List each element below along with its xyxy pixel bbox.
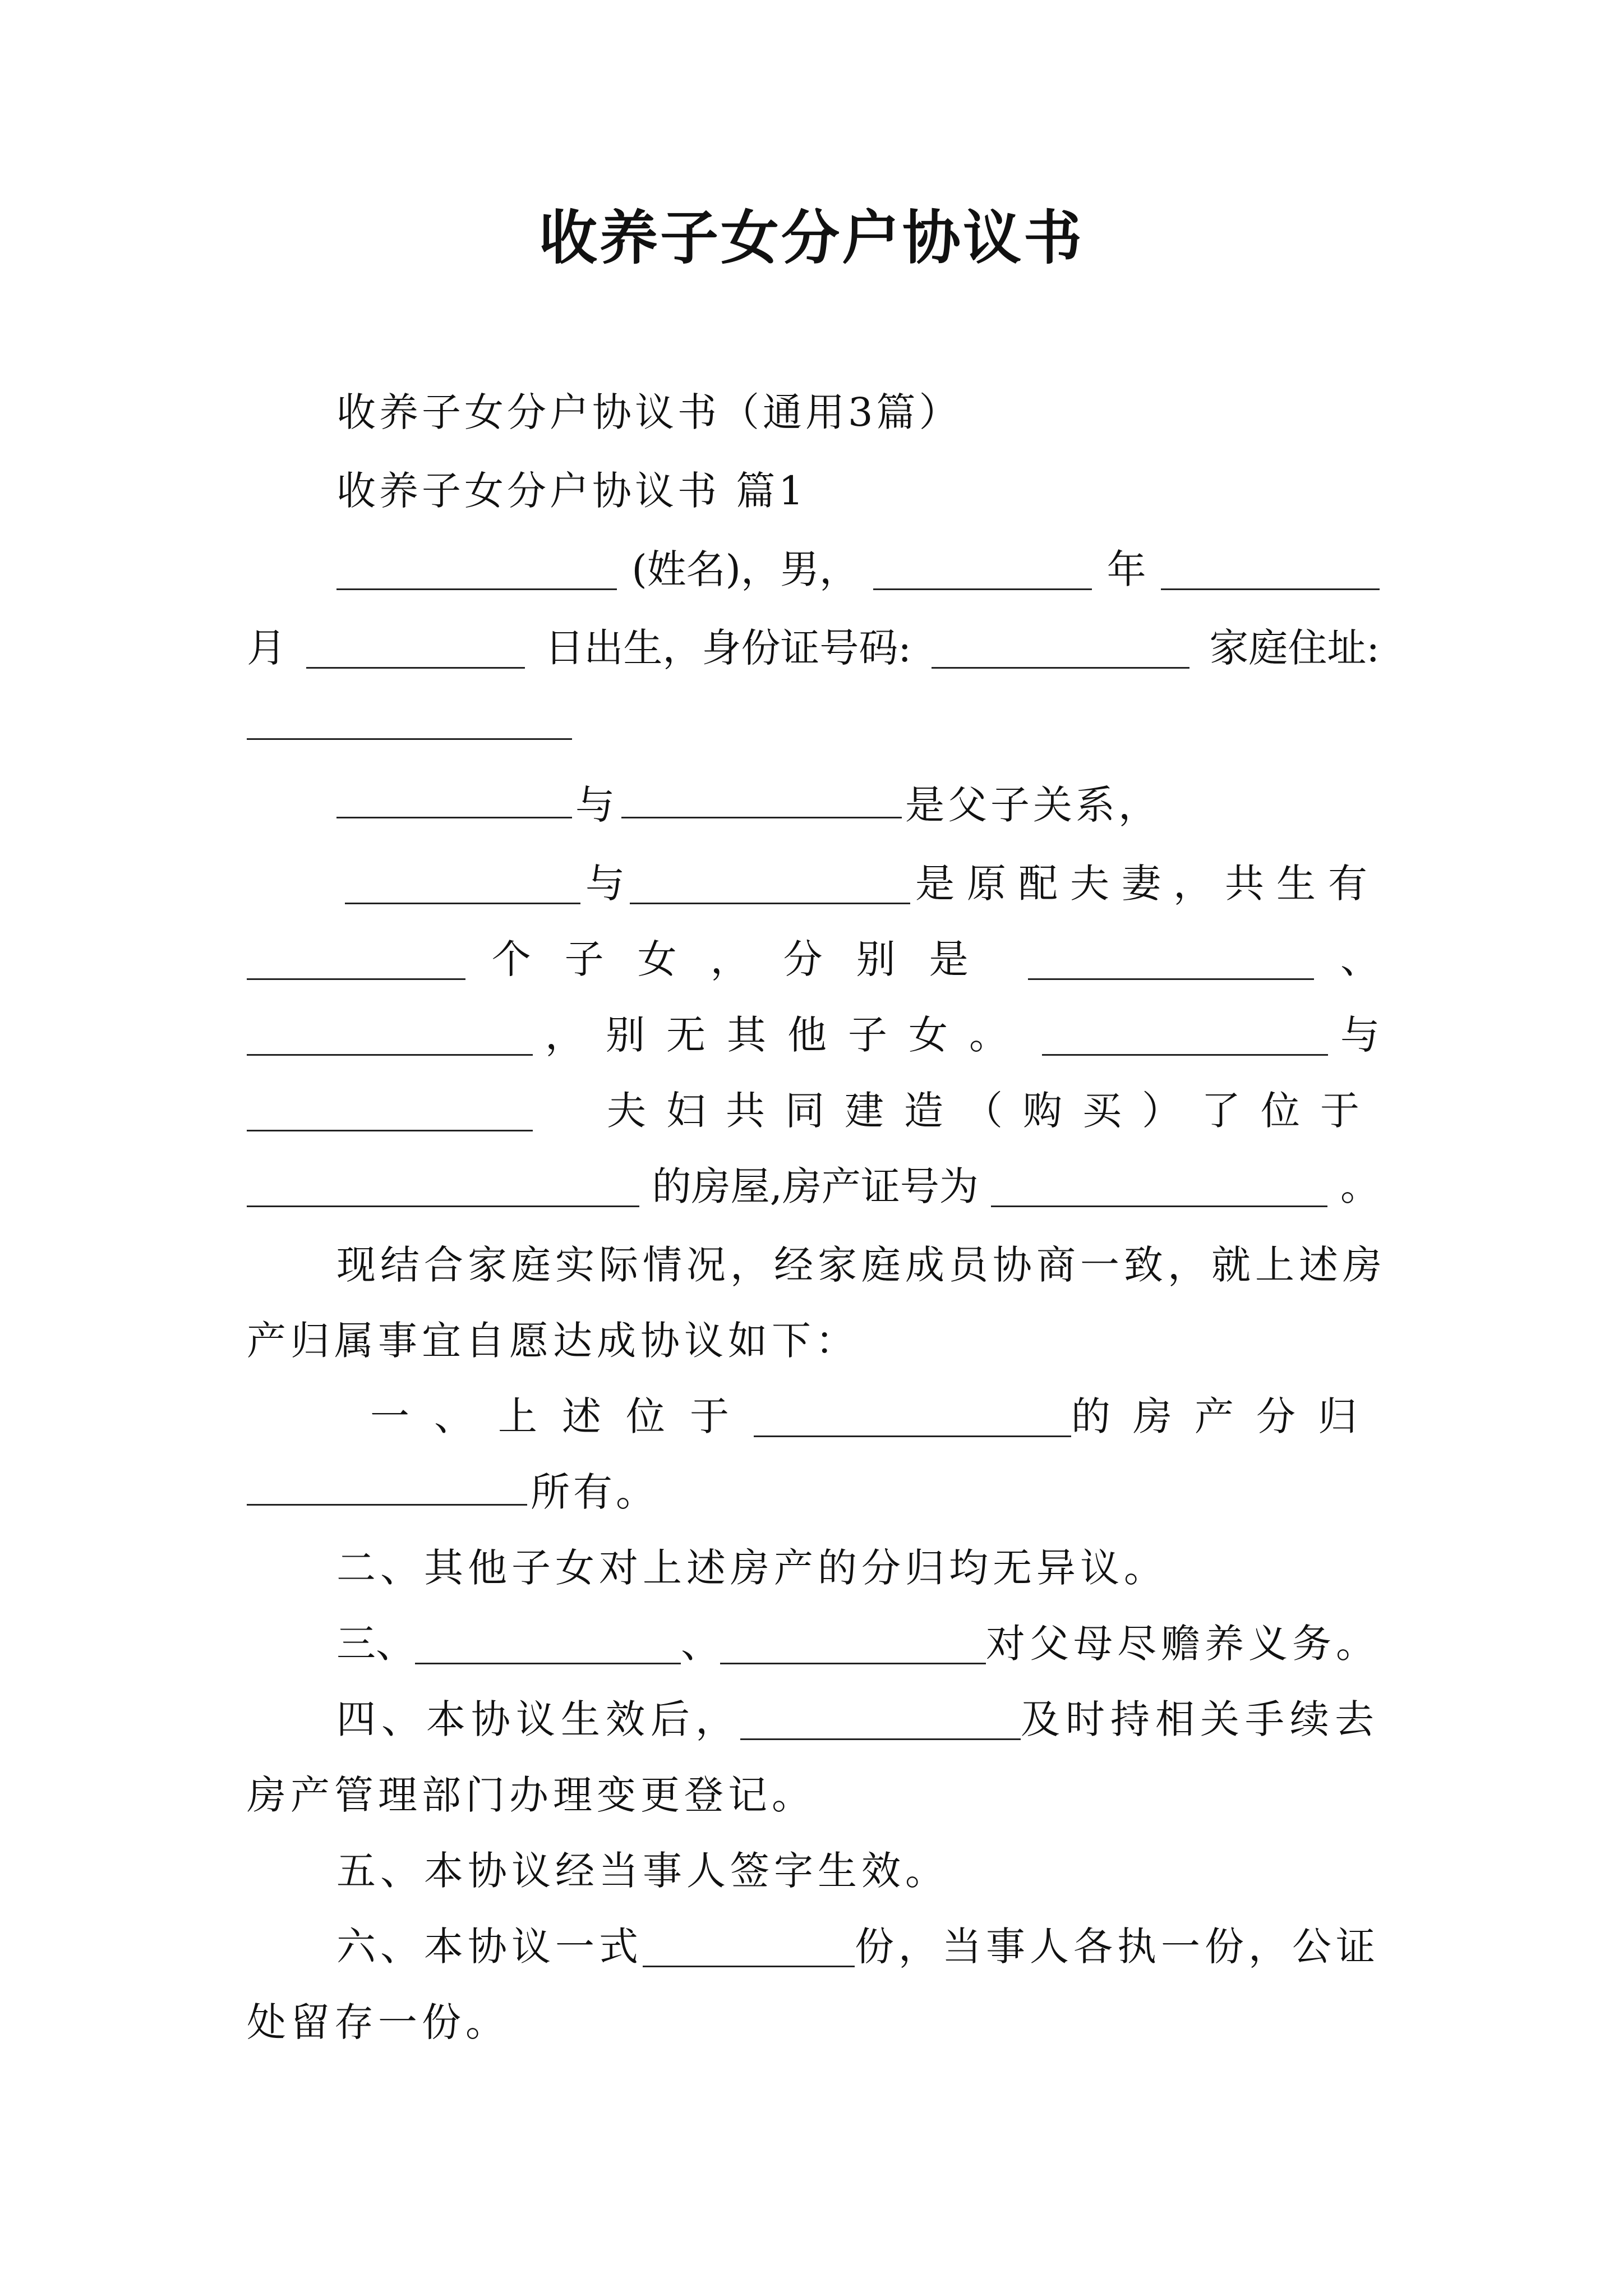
wife-name-blank[interactable] <box>630 863 910 904</box>
para1-line1: (姓名)，男， 年 <box>336 539 1380 600</box>
child-name-blank-2[interactable] <box>247 1015 533 1056</box>
address-blank[interactable] <box>247 699 572 740</box>
item-six-line1: 六、本协议一式 份，当事人各执一份，公证 <box>336 1924 1380 1970</box>
item-three: 三、 、 对父母尽赡养义务。 <box>336 1621 1380 1667</box>
para1-line3 <box>247 696 1380 757</box>
para2-line3: 个子女，分别是 、 <box>247 928 1380 990</box>
child-count-blank[interactable] <box>247 939 465 980</box>
para3-line1: 现结合家庭实际情况，经家庭成员协商一致，就上述房 <box>336 1242 1386 1288</box>
item-two: 二、其他子女对上述房产的分归均无异议。 <box>336 1545 1168 1591</box>
copies-blank[interactable] <box>643 1926 855 1967</box>
certificate-number-blank[interactable] <box>991 1166 1327 1207</box>
child-name-blank-1[interactable] <box>1028 939 1314 980</box>
para3-line2: 产归属事宜自愿达成协议如下： <box>247 1318 859 1364</box>
id-number-blank[interactable] <box>932 628 1189 669</box>
day-blank[interactable] <box>306 628 525 669</box>
item-one-owner-blank[interactable] <box>247 1465 527 1506</box>
para2-line2: 与 是原配夫妻，共生有 <box>345 853 1380 914</box>
document-subtitle: 收养子女分户协议书（通用3篇） <box>336 389 962 435</box>
item-one-line2: 所有。 <box>247 1461 1380 1523</box>
son-name-blank[interactable] <box>621 777 902 818</box>
owner-name-blank-2[interactable] <box>247 1091 533 1131</box>
para2-line1: 与 是父子关系， <box>336 774 1469 836</box>
item-four-line1: 四、本协议生效后， 及时持相关手续去 <box>336 1696 1380 1742</box>
item-five: 五、本协议经当事人签字生效。 <box>336 1848 949 1894</box>
para1-line2: 月 日出生，身份证号码: 家庭住址: <box>247 625 1380 671</box>
item-four-blank[interactable] <box>740 1699 1021 1740</box>
document-title: 收养子女分户协议书 <box>538 203 1084 272</box>
husband-name-blank[interactable] <box>345 863 580 904</box>
name-blank[interactable] <box>336 549 617 590</box>
item-one-line1: 一、上述位于 的房产分归 <box>370 1393 1380 1439</box>
item-three-blank-2[interactable] <box>720 1623 986 1664</box>
section-heading: 收养子女分户协议书 篇1 <box>336 468 807 514</box>
month-blank[interactable] <box>1161 549 1380 590</box>
house-location-blank[interactable] <box>247 1166 639 1207</box>
para2-line5: 夫妇共同建造（购买）了位于 <box>247 1080 1380 1142</box>
item-three-blank-1[interactable] <box>415 1623 681 1664</box>
item-six-line2: 处留存一份。 <box>247 1999 509 2045</box>
item-one-location-blank[interactable] <box>754 1396 1071 1437</box>
para2-line4: ，别无其他子女。 与 <box>247 1004 1380 1066</box>
para2-line6: 的房屋,房产证号为 。 <box>247 1156 1380 1217</box>
year-blank[interactable] <box>873 549 1092 590</box>
owner-name-blank-1[interactable] <box>1042 1015 1328 1056</box>
father-name-blank[interactable] <box>336 777 572 818</box>
item-four-line2: 房产管理部门办理变更登记。 <box>247 1772 815 1818</box>
